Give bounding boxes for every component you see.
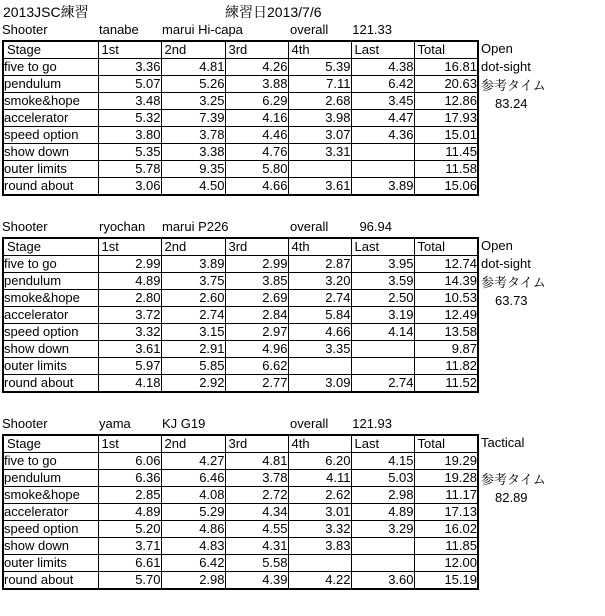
time-cell[interactable]: 15.01	[414, 127, 478, 144]
overall-label: overall	[290, 416, 329, 431]
time-cell[interactable]: 19.28	[414, 470, 478, 487]
column-header[interactable]: 2nd	[161, 41, 225, 59]
column-header[interactable]: 3rd	[225, 238, 288, 256]
time-cell[interactable]: 2.87	[288, 256, 351, 273]
stage-name-cell[interactable]: accelerator	[3, 110, 98, 127]
header-row	[3, 238, 478, 256]
stage-name-cell[interactable]: speed option	[3, 127, 98, 144]
time-cell[interactable]: 3.06	[98, 178, 161, 196]
time-cell[interactable]: 4.89	[98, 504, 161, 521]
annotation-note: 82.89	[495, 489, 528, 505]
header-row	[3, 435, 478, 453]
stage-row	[3, 470, 478, 487]
column-header[interactable]: 1st	[98, 238, 161, 256]
column-header[interactable]: 2nd	[161, 435, 225, 453]
time-cell[interactable]: 3.32	[288, 521, 351, 538]
stage-name-cell[interactable]: pendulum	[3, 273, 98, 290]
time-cell[interactable]: 12.49	[414, 307, 478, 324]
column-header[interactable]: 2nd	[161, 238, 225, 256]
time-cell[interactable]: 5.80	[225, 161, 288, 178]
column-header[interactable]: Total	[414, 435, 478, 453]
annotation-column	[481, 434, 603, 507]
stage-row	[3, 324, 478, 341]
time-cell[interactable]: 3.29	[351, 521, 414, 538]
time-cell[interactable]: 2.72	[225, 487, 288, 504]
stage-name-cell[interactable]: round about	[3, 375, 98, 393]
time-cell[interactable]: 5.97	[98, 358, 161, 375]
time-cell[interactable]: 3.20	[288, 273, 351, 290]
time-cell[interactable]: 3.61	[288, 178, 351, 196]
time-cell[interactable]: 5.85	[161, 358, 225, 375]
stage-row	[3, 504, 478, 521]
skipped-cell[interactable]	[351, 555, 414, 572]
annotation-note: 参考タイム	[481, 274, 546, 290]
skipped-cell[interactable]	[351, 341, 414, 358]
column-header[interactable]: Last	[351, 238, 414, 256]
time-cell[interactable]: 11.17	[414, 487, 478, 504]
time-cell[interactable]: 6.62	[225, 358, 288, 375]
time-cell[interactable]: 3.98	[288, 110, 351, 127]
stage-name-cell[interactable]: five to go	[3, 453, 98, 470]
overall-label: overall	[290, 22, 329, 37]
stage-name-cell[interactable]: pendulum	[3, 76, 98, 93]
time-cell[interactable]: 4.81	[161, 59, 225, 76]
time-cell[interactable]: 3.78	[225, 470, 288, 487]
stage-row	[3, 538, 478, 555]
time-cell[interactable]: 5.03	[351, 470, 414, 487]
time-cell[interactable]: 2.80	[98, 290, 161, 307]
stage-row	[3, 161, 478, 178]
shooter-info-line	[2, 415, 603, 433]
shooter-name: tanabe	[99, 22, 139, 37]
page-title: 2013JSC練習	[3, 4, 89, 20]
shooter-info-line	[2, 21, 603, 39]
time-cell[interactable]: 3.72	[98, 307, 161, 324]
time-cell[interactable]: 2.62	[288, 487, 351, 504]
column-header[interactable]: Stage	[3, 435, 98, 453]
time-cell[interactable]: 3.88	[225, 76, 288, 93]
time-cell[interactable]: 4.46	[225, 127, 288, 144]
skipped-cell[interactable]	[288, 161, 351, 178]
stage-name-cell[interactable]: five to go	[3, 59, 98, 76]
time-cell[interactable]: 7.39	[161, 110, 225, 127]
annotation-note: 参考タイム	[481, 471, 546, 487]
time-cell[interactable]: 5.32	[98, 110, 161, 127]
time-cell[interactable]: 11.82	[414, 358, 478, 375]
stage-row	[3, 59, 478, 76]
shooter-name: ryochan	[99, 219, 146, 234]
stage-name-cell[interactable]: show down	[3, 341, 98, 358]
time-cell[interactable]: 9.35	[161, 161, 225, 178]
annotation-note: dot-sight	[481, 256, 531, 272]
time-cell[interactable]: 3.19	[351, 307, 414, 324]
time-cell[interactable]: 4.18	[98, 375, 161, 393]
time-cell[interactable]: 2.98	[161, 572, 225, 590]
time-cell[interactable]: 7.11	[288, 76, 351, 93]
gun-name: KJ G19	[162, 416, 206, 431]
time-cell[interactable]: 2.98	[351, 487, 414, 504]
time-cell[interactable]: 4.27	[161, 453, 225, 470]
time-cell[interactable]: 4.22	[288, 572, 351, 590]
time-cell[interactable]: 6.46	[161, 470, 225, 487]
time-cell[interactable]: 11.52	[414, 375, 478, 393]
time-cell[interactable]: 4.11	[288, 470, 351, 487]
stage-name-cell[interactable]: smoke&hope	[3, 290, 98, 307]
time-cell[interactable]: 3.07	[288, 127, 351, 144]
time-cell[interactable]: 12.00	[414, 555, 478, 572]
time-cell[interactable]: 4.55	[225, 521, 288, 538]
stage-name-cell[interactable]: round about	[3, 572, 98, 590]
column-header[interactable]: Total	[414, 41, 478, 59]
time-cell[interactable]: 3.01	[288, 504, 351, 521]
time-cell[interactable]: 3.80	[98, 127, 161, 144]
time-cell[interactable]: 2.50	[351, 290, 414, 307]
time-cell[interactable]: 6.20	[288, 453, 351, 470]
column-header[interactable]: 4th	[288, 41, 351, 59]
stage-row	[3, 487, 478, 504]
stage-name-cell[interactable]: outer limits	[3, 358, 98, 375]
stage-row	[3, 127, 478, 144]
overall-value: 96.94	[359, 219, 392, 234]
annotation-column	[481, 237, 603, 310]
time-cell[interactable]: 12.74	[414, 256, 478, 273]
time-cell[interactable]: 3.60	[351, 572, 414, 590]
stage-name-cell[interactable]: speed option	[3, 324, 98, 341]
time-cell[interactable]: 3.15	[161, 324, 225, 341]
time-cell[interactable]: 15.06	[414, 178, 478, 196]
stage-row	[3, 358, 478, 375]
time-cell[interactable]: 4.31	[225, 538, 288, 555]
annotation-note	[481, 452, 603, 470]
stage-name-cell[interactable]: smoke&hope	[3, 93, 98, 110]
column-header[interactable]: 4th	[288, 238, 351, 256]
gun-name: marui P226	[162, 219, 229, 234]
stage-row	[3, 307, 478, 324]
time-cell[interactable]: 3.25	[161, 93, 225, 110]
overall-value: 121.93	[352, 416, 392, 431]
gun-name: marui Hi-capa	[162, 22, 243, 37]
annotation-note: Tactical	[481, 435, 525, 450]
time-cell[interactable]: 4.39	[225, 572, 288, 590]
stage-row	[3, 256, 478, 273]
skipped-cell[interactable]	[351, 538, 414, 555]
time-cell[interactable]: 4.89	[98, 273, 161, 290]
shooter-label: Shooter	[2, 416, 48, 431]
stage-row	[3, 178, 478, 196]
time-cell[interactable]: 3.48	[98, 93, 161, 110]
stage-row	[3, 555, 478, 572]
time-cell[interactable]: 16.81	[414, 59, 478, 76]
time-cell[interactable]: 5.26	[161, 76, 225, 93]
time-cell[interactable]: 4.86	[161, 521, 225, 538]
time-cell[interactable]: 2.77	[225, 375, 288, 393]
time-cell[interactable]: 4.66	[288, 324, 351, 341]
time-cell[interactable]: 3.59	[351, 273, 414, 290]
time-cell[interactable]: 14.39	[414, 273, 478, 290]
time-cell[interactable]: 5.78	[98, 161, 161, 178]
time-cell[interactable]: 5.39	[288, 59, 351, 76]
time-cell[interactable]: 2.60	[161, 290, 225, 307]
stage-name-cell[interactable]: outer limits	[3, 161, 98, 178]
time-cell[interactable]: 15.19	[414, 572, 478, 590]
stage-name-cell[interactable]: accelerator	[3, 504, 98, 521]
time-cell[interactable]: 4.47	[351, 110, 414, 127]
stage-name-cell[interactable]: smoke&hope	[3, 487, 98, 504]
time-cell[interactable]: 3.36	[98, 59, 161, 76]
time-cell[interactable]: 5.58	[225, 555, 288, 572]
time-cell[interactable]: 10.53	[414, 290, 478, 307]
time-cell[interactable]: 4.08	[161, 487, 225, 504]
column-header[interactable]: 1st	[98, 435, 161, 453]
stage-name-cell[interactable]: show down	[3, 144, 98, 161]
stage-row	[3, 144, 478, 161]
time-cell[interactable]: 4.34	[225, 504, 288, 521]
stage-row	[3, 110, 478, 127]
time-cell[interactable]: 3.45	[351, 93, 414, 110]
overall-value: 121.33	[352, 22, 392, 37]
time-cell[interactable]: 5.07	[98, 76, 161, 93]
column-header[interactable]: 3rd	[225, 435, 288, 453]
time-cell[interactable]: 6.42	[161, 555, 225, 572]
annotation-note: 参考タイム	[481, 77, 546, 93]
stage-name-cell[interactable]: pendulum	[3, 470, 98, 487]
header-row	[3, 41, 478, 59]
practice-date: 練習日2013/7/6	[225, 4, 322, 20]
stage-row	[3, 93, 478, 110]
skipped-cell[interactable]	[288, 555, 351, 572]
time-cell[interactable]: 2.99	[98, 256, 161, 273]
time-cell[interactable]: 4.16	[225, 110, 288, 127]
time-cell[interactable]: 17.93	[414, 110, 478, 127]
score-table	[2, 40, 479, 196]
column-header[interactable]: 3rd	[225, 41, 288, 59]
time-cell[interactable]: 2.97	[225, 324, 288, 341]
time-cell[interactable]: 11.45	[414, 144, 478, 161]
time-cell[interactable]: 2.91	[161, 341, 225, 358]
column-header[interactable]: Last	[351, 41, 414, 59]
time-cell[interactable]: 4.66	[225, 178, 288, 196]
skipped-cell[interactable]	[351, 161, 414, 178]
column-header[interactable]: 1st	[98, 41, 161, 59]
time-cell[interactable]: 4.50	[161, 178, 225, 196]
stage-row	[3, 341, 478, 358]
annotation-column	[481, 40, 603, 113]
time-cell[interactable]: 2.92	[161, 375, 225, 393]
time-cell[interactable]: 2.85	[98, 487, 161, 504]
stage-name-cell[interactable]: outer limits	[3, 555, 98, 572]
time-cell[interactable]: 17.13	[414, 504, 478, 521]
skipped-cell[interactable]	[351, 358, 414, 375]
time-cell[interactable]: 20.63	[414, 76, 478, 93]
time-cell[interactable]: 6.36	[98, 470, 161, 487]
skipped-cell[interactable]	[288, 358, 351, 375]
time-cell[interactable]: 3.85	[225, 273, 288, 290]
time-cell[interactable]: 2.68	[288, 93, 351, 110]
stage-name-cell[interactable]: show down	[3, 538, 98, 555]
time-cell[interactable]: 2.69	[225, 290, 288, 307]
shooter-label: Shooter	[2, 22, 48, 37]
time-cell[interactable]: 4.36	[351, 127, 414, 144]
time-cell[interactable]: 4.38	[351, 59, 414, 76]
annotation-note: 63.73	[495, 292, 528, 308]
time-cell[interactable]: 11.58	[414, 161, 478, 178]
stage-name-cell[interactable]: five to go	[3, 256, 98, 273]
time-cell[interactable]: 3.61	[98, 341, 161, 358]
time-cell[interactable]: 3.32	[98, 324, 161, 341]
annotation-note: Open	[481, 238, 513, 253]
stage-row	[3, 453, 478, 470]
time-cell[interactable]: 3.89	[161, 256, 225, 273]
stage-row	[3, 76, 478, 93]
skipped-cell[interactable]	[351, 144, 414, 161]
score-table	[2, 237, 479, 393]
column-header[interactable]: Stage	[3, 41, 98, 59]
time-cell[interactable]: 3.78	[161, 127, 225, 144]
stage-row	[3, 273, 478, 290]
stage-row	[3, 572, 478, 590]
stage-row	[3, 290, 478, 307]
time-cell[interactable]: 3.75	[161, 273, 225, 290]
time-cell[interactable]: 4.15	[351, 453, 414, 470]
time-cell[interactable]: 4.76	[225, 144, 288, 161]
time-cell[interactable]: 3.71	[98, 538, 161, 555]
time-cell[interactable]: 4.26	[225, 59, 288, 76]
shooter-info-line	[2, 218, 603, 236]
column-header[interactable]: Last	[351, 435, 414, 453]
stage-name-cell[interactable]: speed option	[3, 521, 98, 538]
stage-name-cell[interactable]: accelerator	[3, 307, 98, 324]
time-cell[interactable]: 4.83	[161, 538, 225, 555]
time-cell[interactable]: 5.70	[98, 572, 161, 590]
time-cell[interactable]: 2.74	[161, 307, 225, 324]
annotation-note: 83.24	[495, 95, 528, 111]
time-cell[interactable]: 4.96	[225, 341, 288, 358]
time-cell[interactable]: 3.95	[351, 256, 414, 273]
time-cell[interactable]: 5.29	[161, 504, 225, 521]
time-cell[interactable]: 2.74	[288, 290, 351, 307]
shooter-name: yama	[99, 416, 131, 431]
time-cell[interactable]: 3.31	[288, 144, 351, 161]
shooter-label: Shooter	[2, 219, 48, 234]
time-cell[interactable]: 4.81	[225, 453, 288, 470]
stage-row	[3, 375, 478, 393]
time-cell[interactable]: 6.06	[98, 453, 161, 470]
time-cell[interactable]: 5.35	[98, 144, 161, 161]
time-cell[interactable]: 5.84	[288, 307, 351, 324]
stage-name-cell[interactable]: round about	[3, 178, 98, 196]
stage-row	[3, 521, 478, 538]
time-cell[interactable]: 3.38	[161, 144, 225, 161]
time-cell[interactable]: 13.58	[414, 324, 478, 341]
time-cell[interactable]: 5.20	[98, 521, 161, 538]
time-cell[interactable]: 2.74	[351, 375, 414, 393]
column-header[interactable]: 4th	[288, 435, 351, 453]
score-table	[2, 434, 479, 590]
time-cell[interactable]: 2.84	[225, 307, 288, 324]
time-cell[interactable]: 6.61	[98, 555, 161, 572]
column-header[interactable]: Total	[414, 238, 478, 256]
overall-label: overall	[290, 219, 329, 234]
time-cell[interactable]: 3.09	[288, 375, 351, 393]
time-cell[interactable]: 3.35	[288, 341, 351, 358]
column-header[interactable]: Stage	[3, 238, 98, 256]
annotation-note: Open	[481, 41, 513, 56]
time-cell[interactable]: 4.89	[351, 504, 414, 521]
time-cell[interactable]: 11.85	[414, 538, 478, 555]
time-cell[interactable]: 9.87	[414, 341, 478, 358]
time-cell[interactable]: 2.99	[225, 256, 288, 273]
time-cell[interactable]: 12.86	[414, 93, 478, 110]
time-cell[interactable]: 6.29	[225, 93, 288, 110]
time-cell[interactable]: 19.29	[414, 453, 478, 470]
time-cell[interactable]: 3.83	[288, 538, 351, 555]
time-cell[interactable]: 16.02	[414, 521, 478, 538]
time-cell[interactable]: 3.89	[351, 178, 414, 196]
time-cell[interactable]: 6.42	[351, 76, 414, 93]
time-cell[interactable]: 4.14	[351, 324, 414, 341]
annotation-note: dot-sight	[481, 59, 531, 75]
